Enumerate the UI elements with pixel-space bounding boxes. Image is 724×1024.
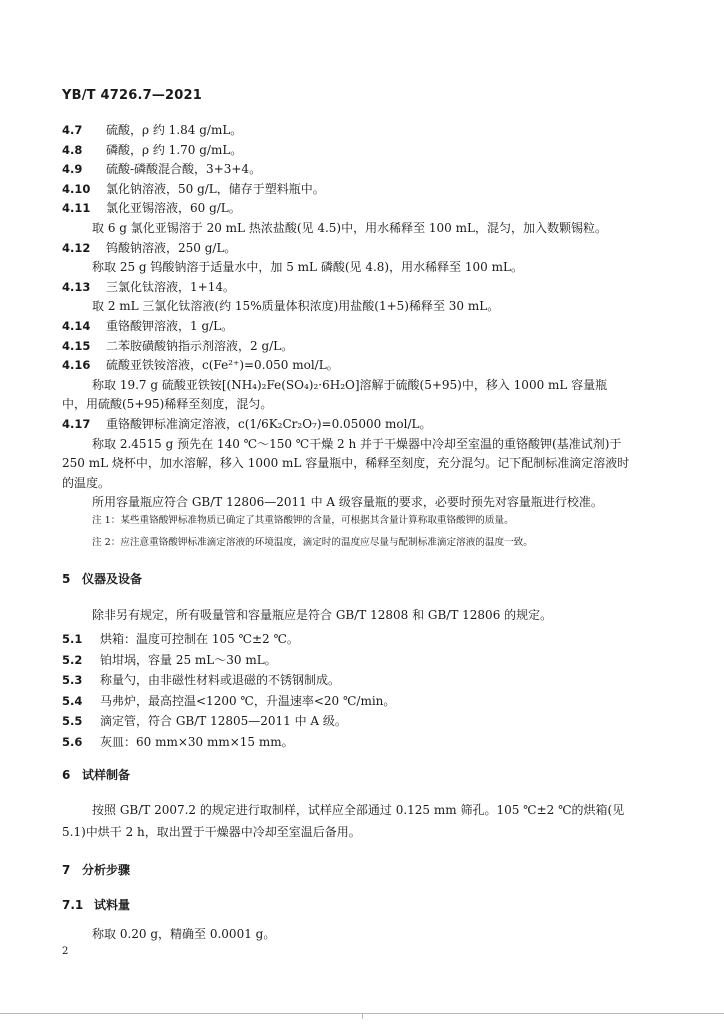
section-number: 5 [62,572,71,586]
equipment-item [62,713,347,729]
section-6-text-2: 5.1)中烘干 2 h，取出置于干燥器中冷却至室温后备用。 [62,825,361,839]
item-text: 称取 25 g 钨酸钠溶于适量水中，加 5 mL 磷酸(见 4.8)，用水稀释至 100 mL。 [92,260,523,275]
reagent-item [62,240,236,256]
item-text: 硫酸，ρ 约 1.84 g/mL。 [106,123,243,137]
item-text: 二苯胺磺酸钠指示剂溶液，2 g/L。 [106,338,294,353]
item-text: 称取 2.4515 g 预先在 140 ℃～150 ℃干燥 2 h 并于干燥器中冷却至室温的重铬酸钾(基准试剂)于 [92,436,622,451]
equipment-item [62,734,294,750]
item-text: 马弗炉，最高控温<1200 ℃，升温速率<20 ℃/min。 [100,693,396,708]
reagent-text [92,220,607,236]
reagent-item [62,318,233,334]
item-text: 磷酸，ρ 约 1.70 g/mL。 [106,142,243,157]
item-number: 4.7 [62,123,83,137]
item-text: 取 6 g 氯化亚锡溶于 20 mL 热浓盐酸(见 4.5)中，用水稀释至 100 mL，混匀，加入数颗锡粒。 [92,221,607,235]
reagent-item [62,279,235,295]
section-number: 6 [62,768,71,782]
reagent-text [62,475,110,491]
reagent-text [62,455,629,471]
reagent-item [62,357,339,373]
section-6-heading [62,766,130,783]
item-number: 5.6 [62,734,83,749]
reagent-text [92,298,499,314]
section-title: 仪器及设备 [82,572,143,586]
section-5-intro: 除非另有规定，所有吸量管和容量瓶应是符合 GB/T 12808 和 GB/T 12806 的规定。 [92,608,553,622]
standard-number: YB/T 4726.7—2021 [62,88,203,103]
note-1: 注 1：某些重铬酸钾标准物质已确定了其重铬酸钾的含量，可根据其含量计算称取重铬酸钾的质量。 [92,515,514,526]
item-text: 氯化亚锡溶液，60 g/L。 [106,201,241,216]
item-number: 4.17 [62,417,91,431]
item-number: 4.9 [62,162,83,177]
item-number: 5.3 [62,673,83,687]
item-text: 中，用硫酸(5+95)稀释至刻度，混匀。 [62,397,273,412]
item-number: 4.12 [62,240,91,255]
item-text: 250 mL 烧杯中，加水溶解，移入 1000 mL 容量瓶中，稀释至刻度，充分混匀。记下配制标准滴定溶液时 [62,456,630,471]
item-number: 4.13 [62,279,91,294]
item-text: 滴定管，符合 GB/T 12805—2011 中 A 级。 [100,714,347,728]
reagent-item [62,161,261,177]
item-text: 硫酸亚铁铵溶液，c(Fe²⁺)=0.050 mol/L。 [106,358,339,373]
item-number: 4.14 [62,319,91,333]
item-text: 硫酸-磷酸混合酸，3+3+4。 [106,162,262,177]
reagent-item [62,416,432,432]
item-number: 5.2 [62,652,83,667]
reagent-item [62,200,241,216]
item-number: 4.16 [62,358,91,373]
reagent-item [62,142,242,158]
section-7-1-text: 称取 0.20 g，精确至 0.0001 g。 [92,927,276,941]
reagent-item [62,181,325,197]
reagent-text [62,396,272,412]
section-6-text-1: 按照 GB/T 2007.2 的规定进行取制样，试样应全部通过 0.125 mm 筛孔。105 ℃±2 ℃的烘箱(见 [92,803,625,817]
item-text: 钨酸钠溶液，250 g/L。 [106,240,237,255]
item-number: 5.1 [62,632,83,646]
item-number: 5.4 [62,693,83,708]
item-text: 氯化钠溶液，50 g/L，储存于塑料瓶中。 [106,181,325,196]
note-2: 注 2：应注意重铬酸钾标准滴定溶液的环境温度，滴定时的温度应尽量与配制标准滴定溶液的温度一致。 [92,537,533,548]
section-number: 7 [62,863,71,877]
subsection-title: 试料量 [94,898,131,912]
item-text: 所用容量瓶应符合 GB/T 12806—2011 中 A 级容量瓶的要求，必要时预先对容量瓶进行校准。 [92,495,603,510]
item-text: 重铬酸钾溶液，1 g/L。 [106,319,234,333]
subsection-number: 7.1 [62,898,84,912]
item-text: 烘箱：温度可控制在 105 ℃±2 ℃。 [100,632,299,646]
item-text: 取 2 mL 三氯化钛溶液(约 15%质量体积浓度)用盐酸(1+5)稀释至 30 mL。 [92,299,500,314]
item-text: 称量勺，由非磁性材料或退磁的不锈钢制成。 [100,673,341,687]
reagent-item [62,338,293,354]
section-title: 分析步骤 [82,863,131,877]
reagent-text [92,377,607,393]
section-7-heading [62,861,130,878]
reagent-item [62,122,242,138]
section-7-1-heading [62,896,130,913]
item-text: 的温度。 [62,475,111,490]
item-number: 4.8 [62,142,83,157]
reagent-text [92,259,523,275]
equipment-item [62,652,277,668]
item-number: 4.11 [62,201,91,216]
reagent-text [92,436,621,452]
item-number: 5.5 [62,714,83,728]
equipment-item [62,693,395,709]
item-number: 4.10 [62,181,91,196]
equipment-item [62,631,299,647]
item-text: 三氯化钛溶液，1+14。 [106,279,235,294]
reagent-text [92,494,603,510]
section-5-heading [62,570,142,587]
bottom-rule-tick [362,1013,363,1019]
page-number: 2 [62,946,69,957]
item-number: 4.15 [62,338,91,353]
item-text: 铂坩埚，容量 25 mL～30 mL。 [100,652,277,667]
equipment-item [62,672,340,688]
section-title: 试样制备 [82,768,131,782]
item-text: 灰皿：60 mm×30 mm×15 mm。 [100,734,294,749]
item-text: 称取 19.7 g 硫酸亚铁铵[(NH₄)₂Fe(SO₄)₂·6H₂O]溶解于硫酸(5+95)中，移入 1000 mL 容量瓶 [92,377,608,392]
item-text: 重铬酸钾标准滴定溶液，c(1/6K₂Cr₂O₇)=0.05000 mol/L。 [106,417,432,431]
